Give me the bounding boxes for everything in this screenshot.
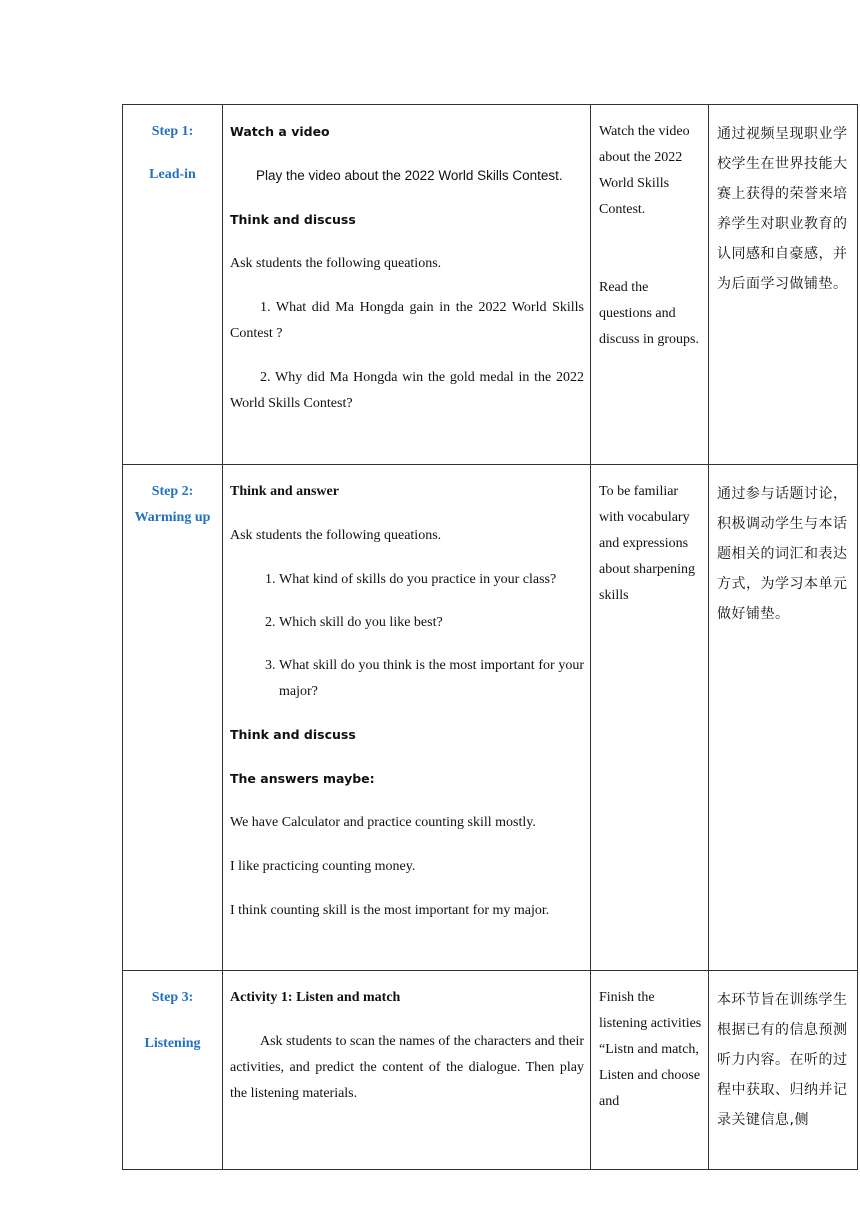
paragraph: Play the video about the 2022 World Skills Contest. — [256, 168, 563, 183]
answer: We have Calculator and practice counting skill mostly. — [230, 815, 536, 830]
step-cell — [123, 105, 223, 465]
step-name: Warming up — [134, 510, 211, 525]
student-activity-cell — [591, 105, 709, 465]
teacher-activity-cell — [223, 971, 591, 1170]
design-intent-text: 本环节旨在训练学生根据已有的信息预测听力内容。在听的过程中获取、归纳并记录关键信息,侧 — [717, 992, 848, 1128]
section-heading: Think and discuss — [230, 727, 356, 742]
list-item: 1. What kind of skills do you practice in your class? — [279, 567, 584, 593]
section-heading: The answers maybe: — [230, 771, 375, 786]
question-list — [230, 567, 584, 705]
table-row — [123, 465, 858, 971]
section-heading: Think and discuss — [230, 212, 356, 227]
student-activity-cell — [591, 971, 709, 1170]
student-activity-text: Finish the listening activities “Listn and match, Listen and choose and — [599, 990, 702, 1109]
list-item: 2. Which skill do you like best? — [279, 610, 584, 636]
step-name: Listening — [144, 1036, 201, 1051]
student-activity-text: Watch the video about the 2022 World Skills Contest. — [599, 124, 690, 217]
answer: I like practicing counting money. — [230, 859, 416, 874]
student-activity-text: To be familiar with vocabulary and expressions about sharpening skills — [599, 484, 696, 603]
step-name: Lead-in — [149, 167, 196, 182]
design-intent-text: 通过参与话题讨论，积极调动学生与本话题相关的词汇和表达方式，为学习本单元做好铺垫。 — [717, 486, 848, 622]
step-label: Step 2: — [151, 484, 194, 499]
design-intent-text: 通过视频呈现职业学校学生在世界技能大赛上获得的荣誉来培养学生对职业教育的认同感和自豪感，并为后面学习做铺垫。 — [717, 126, 848, 292]
design-intent-cell — [709, 971, 858, 1170]
step-label: Step 1: — [151, 124, 194, 139]
paragraph: Ask students the following queations. — [230, 256, 442, 271]
question: 1. What did Ma Hongda gain in the 2022 World Skills Contest ? — [230, 300, 584, 341]
paragraph: Ask students to scan the names of the characters and their activities, and predict the content of the dialogue. Then play the listening materials. — [230, 1034, 584, 1101]
student-activity-cell — [591, 465, 709, 971]
design-intent-cell — [709, 105, 858, 465]
lesson-plan-table — [122, 104, 858, 1170]
table-row — [123, 971, 858, 1170]
step-label: Step 3: — [151, 990, 194, 1005]
paragraph: Ask students the following queations. — [230, 528, 442, 543]
section-heading: Activity 1: Listen and match — [230, 990, 401, 1005]
answer: I think counting skill is the most important for my major. — [230, 903, 550, 918]
student-activity-text: Read the questions and discuss in groups. — [599, 280, 699, 347]
teacher-activity-cell — [223, 105, 591, 465]
step-cell — [123, 971, 223, 1170]
section-heading: Watch a video — [230, 124, 330, 139]
step-cell — [123, 465, 223, 971]
table-row — [123, 105, 858, 465]
section-heading: Think and answer — [230, 484, 339, 499]
design-intent-cell — [709, 465, 858, 971]
list-item: 3. What skill do you think is the most important for your major? — [279, 653, 584, 705]
teacher-activity-cell — [223, 465, 591, 971]
question: 2. Why did Ma Hongda win the gold medal in the 2022 World Skills Contest? — [230, 370, 584, 411]
